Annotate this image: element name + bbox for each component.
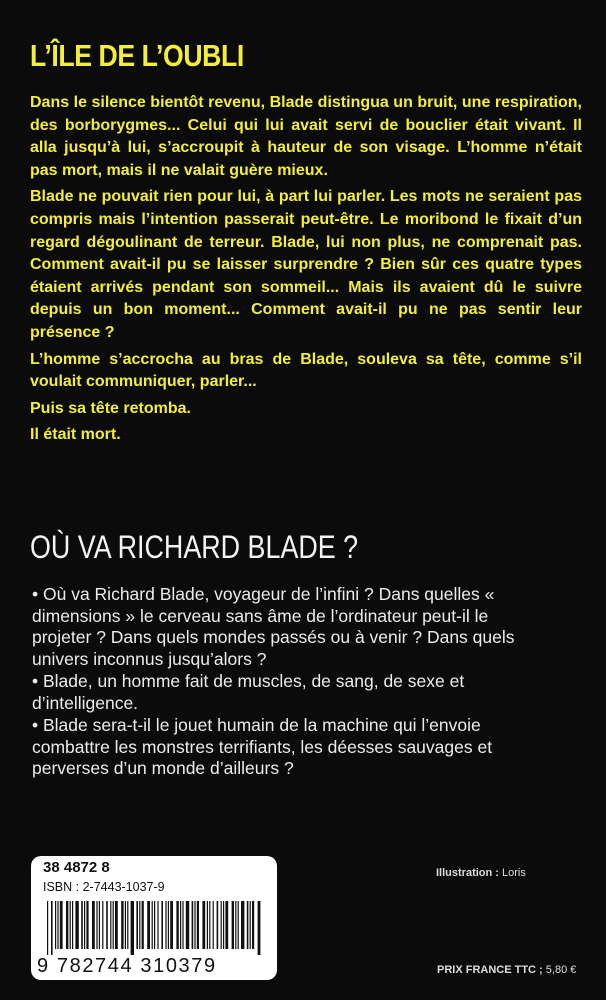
barcode-bar [57, 901, 58, 949]
excerpt-paragraph: Il était mort. [30, 426, 121, 444]
barcode-bar [51, 901, 53, 955]
excerpt-text [30, 92, 582, 451]
barcode-bar [235, 901, 236, 949]
barcode-bar [60, 901, 63, 949]
barcode-bar [157, 901, 158, 949]
barcode-bar [139, 901, 140, 949]
barcode-bar [221, 901, 222, 949]
price-label: PRIX FRANCE TTC ; [437, 964, 543, 976]
price-value: 5,80 € [545, 964, 577, 976]
barcode-bar [47, 901, 48, 955]
barcode-bar [147, 901, 150, 949]
barcode-bar [55, 901, 56, 949]
barcode-bar [110, 901, 111, 949]
barcode-bar [96, 901, 97, 949]
barcode-bar [66, 901, 68, 949]
ean-digits: 9 782744 310379 [37, 955, 217, 977]
barcode-bar [250, 901, 251, 949]
barcode-bar [168, 901, 169, 949]
blurb-paragraph: • Blade sera-t-il le jouet humain de la machine qui l’envoie combattre les monstres terrifiants, les déesses sauvages et perverses d’un monde d’ailleurs ? [32, 715, 493, 778]
barcode-bar [207, 901, 208, 949]
price-line [437, 964, 576, 976]
barcode-bar [113, 901, 114, 949]
barcode-bar [238, 901, 239, 949]
barcode-bar [102, 901, 103, 949]
illustration-label: Illustration : [436, 867, 499, 879]
isbn-number: ISBN : 2-7443-1037-9 [43, 880, 165, 894]
illustration-artist: Loris [502, 867, 526, 879]
blurb-paragraph: • Où va Richard Blade, voyageur de l’infini ? Dans quelles « dimensions » le cerveau sans âme de l’ordinateur peut-il le projeter ? Dans quels mondes passés ou à venir ? Dans quels univers inconnus jusqu’alors ? [32, 584, 515, 669]
blurb-paragraph: • Blade, un homme fait de muscles, de sang, de sexe et d’intelligence. [32, 671, 465, 713]
barcode-bar [152, 901, 153, 949]
barcode-bar [225, 901, 228, 949]
barcode-bar [202, 901, 205, 949]
barcode-bar [81, 901, 83, 949]
barcode-bar [70, 901, 71, 949]
barcode-bar [92, 901, 95, 949]
excerpt-paragraph: Dans le silence bientôt revenu, Blade distingua un bruit, une respiration, des borborygmes... Celui qui lui avait servi de bouclier était vivant. Il alla jusqu’à lui, s’accroupit à hauteur de son visage. L’homme n’était pas mort, mais il ne valait guère mieux. [30, 94, 582, 179]
barcode-label [31, 856, 277, 980]
barcode-bar [99, 901, 100, 949]
blurb-text [32, 584, 532, 781]
barcode-bar [258, 901, 261, 955]
barcode-bar [165, 901, 166, 949]
barcode-bar [182, 901, 183, 949]
barcode-bar [232, 901, 234, 949]
barcode-bar [131, 901, 134, 955]
barcode-bar [86, 901, 88, 949]
barcode-bar [161, 901, 163, 949]
barcode-bar [154, 901, 155, 949]
barcode-bar [252, 901, 254, 949]
barcode-bar [180, 901, 181, 949]
excerpt-title: L’ÎLE DE L’OUBLI [30, 38, 244, 73]
series-title: OÙ VA RICHARD BLADE ? [30, 529, 359, 565]
barcode-bar [75, 901, 78, 949]
illustration-credit [436, 867, 526, 879]
barcode-bar [217, 901, 219, 949]
barcode-bar [121, 901, 123, 949]
barcode-bar [127, 901, 128, 949]
excerpt-paragraph: L’homme s’accrocha au bras de Blade, souleva sa tête, comme s’il voulait communiquer, parler... [30, 350, 582, 391]
barcode-bar [247, 901, 249, 949]
barcode-bar [223, 901, 224, 949]
barcode-bar [192, 901, 194, 949]
barcode-bar [209, 901, 210, 949]
barcode-bar [241, 901, 244, 949]
excerpt-paragraph: Blade ne pouvait rien pour lui, à part lui parler. Les mots ne seraient pas compris mais l’intention passerait peut-être. Le moribond le fixait d’un regard dégoulinant de terreur. Blade, lui non plus, ne comprenait pas. Comment avait-il pu se laisser surprendre ? Bien sûr ces quatre types étaient arrivés pendant son sommeil... Mais ils avaient dû le suivre depuis un bon moment... Comment avait-il pu ne pas sentir leur présence ? [30, 188, 582, 341]
barcode-bar [142, 901, 144, 949]
barcode-bar [125, 901, 126, 949]
barcode-bar [115, 901, 118, 949]
barcode-bar [136, 901, 138, 949]
barcode-bar [72, 901, 73, 949]
barcode-bar [194, 901, 195, 949]
barcode-bar [84, 901, 85, 949]
barcode-bar [213, 901, 214, 949]
excerpt-paragraph: Puis sa tête retomba. [30, 399, 191, 417]
barcode-bar [106, 901, 108, 949]
barcode-bar [170, 901, 173, 949]
barcode-bar [197, 901, 199, 949]
barcode-icon [47, 901, 261, 955]
barcode-bar [176, 901, 178, 949]
product-code: 38 4872 8 [43, 859, 110, 876]
barcode-bar [186, 901, 189, 949]
